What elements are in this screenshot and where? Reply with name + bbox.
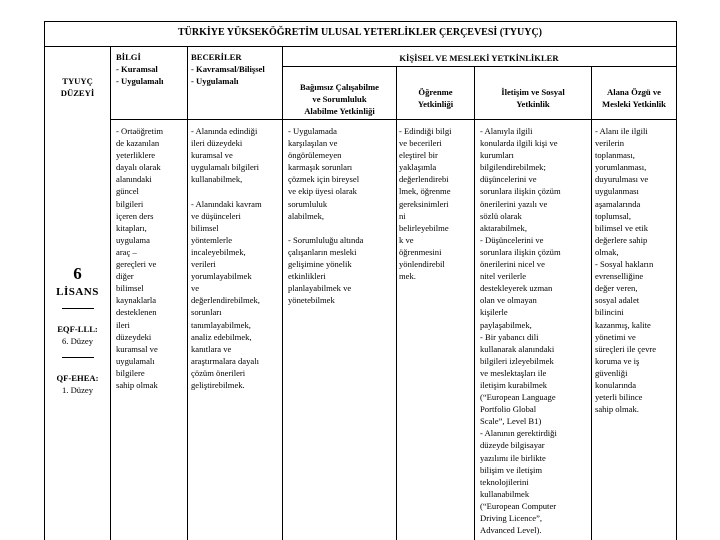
knowledge-header: BİLGİ - Kuramsal - Uygulamalı (116, 52, 164, 87)
field-specific-header: Alana Özgü ve Mesleki Yetkinlik (602, 87, 666, 110)
learning-header: Öğrenme Yetkinliği (417, 87, 454, 110)
col-divider-3 (282, 46, 283, 540)
level-number: 6 (73, 264, 82, 283)
level-column-header: TYUYÇ DÜZEYİ (60, 76, 95, 99)
level-separator-1 (62, 308, 94, 309)
communication-cell: - Alanıyla ilgili konularda ilgili kişi ve kurumları bilgilendirebilmek; düşüncelerini ve sorunlara ilişkin çözüm önerilerini yazılı ve sözlü olarak aktarabilmek, - Düşüncelerini ve sorunlara ilişkin çözüm önerilerini nicel ve nitel verilerle destekleyerek uzman olan ve olmayan kişilerle paylaşabilmek, - Bir yabancı dili kullanarak alanındaki bilgileri izleyebilmek ve meslektaşları ile iletişim kurabilmek (“European Language Portfolio Global Scale”, Level B1) - Alanının gerektirdiği düzeyde bilgisayar yazılımı ile birlikte bilişim ve iletişim teknolojilerini kullanabilmek (“European Computer Driving Licence”, Advanced Level). (480, 126, 561, 536)
table-title: TÜRKİYE YÜKSEKÖĞRETİM ULUSAL YETERLİKLER ÇERÇEVESİ (TYUYÇ) (177, 27, 543, 38)
skills-header: BECERİLER - Kavramsal/Bilişsel - Uygulamalı (191, 52, 265, 87)
eqf-label: EQF-LLL: (57, 324, 98, 334)
level-name: LİSANS (56, 286, 99, 298)
qf-value: 1. Düzey (61, 385, 94, 395)
communication-header: İletişim ve Sosyal Yetkinlik (501, 87, 565, 110)
col-divider-6 (591, 66, 592, 540)
col-divider-2 (187, 46, 188, 540)
field-specific-cell: - Alanı ile ilgili verilerin toplanması, yorumlanması, duyurulması ve uygulanması aşamalarında toplumsal, bilimsel ve etik değerlere sahip olmak, - Sosyal hakların evrenselliğine değer veren, sosyal adalet bilincini kazanmış, kalite yönetimi ve süreçleri ile çevre koruma ve iş güvenliği konularında yeterli bilince sahip olmak. (595, 126, 657, 415)
col-divider-5 (474, 66, 475, 540)
independent-work-header: Bağımsız Çalışabilme ve Sorumluluk Alabilme Yetkinliği (299, 82, 379, 117)
border-right (676, 21, 677, 540)
col-divider-1 (110, 46, 111, 540)
independent-work-cell: - Uygulamada karşılaşılan ve öngörülemeyen karmaşık sorunları çözmek için bireysel ve ekip üyesi olarak sorumluluk alabilmek, - Sorumluluğu altında çalışanların mesleki gelişimine yönelik etkinlikleri planlayabilmek ve yönetebilmek (288, 126, 364, 306)
knowledge-cell: - Ortaöğretim de kazanılan yeterliklere dayalı olarak alanındaki güncel bilgileri içeren ders kitapları, uygulama araç – gereçleri ve diğer bilimsel kaynaklarla desteklenen ileri düzeydeki kuramsal ve uygulamalı bilgilere sahip olmak (116, 126, 164, 390)
learning-cell: - Edindiği bilgi ve becerileri eleştirel bir yaklaşımla değerlendirebi lmek, öğrenme gereksinimleri ni belirleyebilme k ve öğrenmesini yönlendirebil mek. (399, 126, 452, 282)
competences-group-header: KİŞİSEL VE MESLEKİ YETKİNLİKLER (399, 53, 559, 63)
rule-under-group-title (282, 66, 676, 67)
eqf-value: 6. Düzey (61, 336, 94, 346)
skills-cell: - Alanında edindiği ileri düzeydeki kuramsal ve uygulamalı bilgileri kullanabilmek, - Alanındaki kavram ve düşünceleri bilimsel yöntemlerle incaleyebilmek, verileri yorumlayabilmek ve değerlendirebilmek, sorunları tanımlayabilmek, analiz edebilmek, kanıtlara ve araştırmalara dayalı çözüm önerileri geliştirebilmek. (191, 126, 262, 390)
qf-label: QF-EHEA: (56, 373, 99, 383)
col-divider-4 (396, 66, 397, 540)
rule-under-title (44, 46, 676, 47)
level-separator-2 (62, 357, 94, 358)
border-top (44, 21, 676, 22)
